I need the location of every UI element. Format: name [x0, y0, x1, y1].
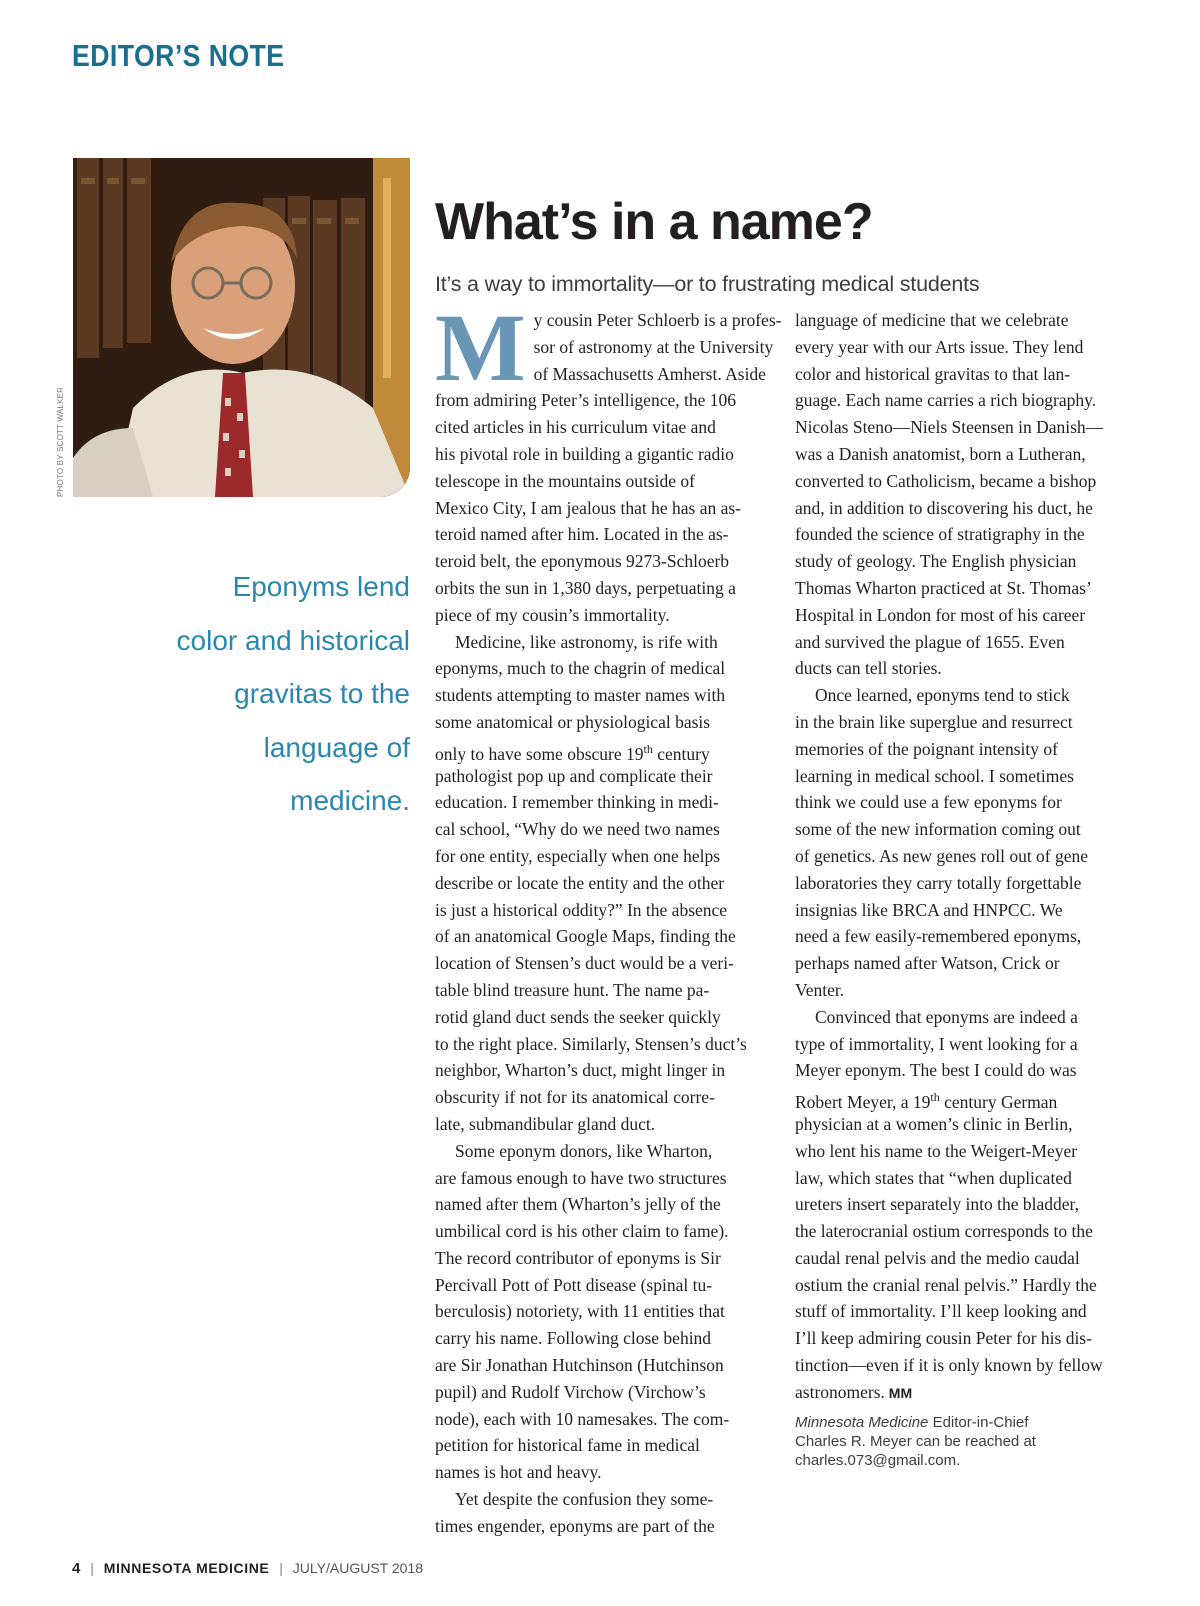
body-text-line: I’ll keep admiring cousin Peter for his dis- — [795, 1328, 1092, 1349]
body-text-line: table blind treasure hunt. The name pa- — [435, 979, 710, 1000]
body-text-line: law, which states that “when duplicated — [795, 1167, 1072, 1188]
author-bio — [795, 1413, 1125, 1470]
body-text-line: his pivotal role in building a gigantic radio — [435, 443, 734, 464]
body-text-line: Percivall Pott of Pott disease (spinal tu- — [435, 1274, 713, 1295]
body-text-line: guage. Each name carries a rich biography. — [795, 390, 1097, 411]
body-column-left — [435, 294, 782, 1540]
body-text-line: is just a historical oddity?” In the absence — [435, 899, 728, 920]
body-text-line: insignias like BRCA and HNPCC. We — [795, 899, 1063, 920]
author-email: charles.073@gmail.com. — [795, 1452, 961, 1469]
body-text-line: times engender, eponyms are part of the — [435, 1515, 715, 1536]
body-text-line: the laterocranial ostium corresponds to the — [795, 1221, 1093, 1242]
body-text-line: of an anatomical Google Maps, finding the — [435, 926, 736, 947]
magazine-name: MINNESOTA MEDICINE — [103, 1560, 270, 1576]
body-text-line: education. I remember thinking in medi- — [435, 792, 719, 813]
photo-credit: PHOTO BY SCOTT WALKER — [56, 386, 65, 497]
body-text-line: telescope in the mountains outside of — [435, 470, 696, 491]
body-text-line: laboratories they carry totally forgettable — [795, 872, 1082, 893]
ordinal-suffix: th — [930, 1090, 940, 1105]
body-text-line: neighbor, Wharton’s duct, might linger in — [435, 1060, 726, 1081]
body-text-line: every year with our Arts issue. They lend — [795, 336, 1084, 357]
body-text-line: ducts can tell stories. — [795, 658, 942, 679]
body-text-line: sor of astronomy at the University — [533, 336, 774, 357]
body-text-line: language of medicine that we celebrate — [795, 310, 1069, 330]
body-text-line: rotid gland duct sends the seeker quickly — [435, 1006, 721, 1027]
author-photo — [73, 158, 410, 497]
pull-quote-line: gravitas to the — [234, 678, 410, 709]
body-text-line: physician at a women’s clinic in Berlin, — [795, 1113, 1073, 1134]
body-text-line: named after them (Wharton’s jelly of the — [435, 1194, 721, 1215]
body-text-line: from admiring Peter’s intelligence, the 106 — [435, 390, 736, 411]
section-label: EDITOR’S NOTE — [72, 38, 285, 73]
body-text-line: obscurity if not for its anatomical corre- — [435, 1087, 715, 1108]
body-text-line: perhaps named after Watson, Crick or — [795, 953, 1060, 974]
body-text-line: of Massachusetts Amherst. Aside — [533, 363, 766, 384]
article-subtitle: It’s a way to immortality—or to frustrating medical students — [435, 272, 980, 296]
body-text-line: are Sir Jonathan Hutchinson (Hutchinson — [435, 1355, 724, 1376]
body-text-line: node), each with 10 namesakes. The com- — [435, 1408, 730, 1429]
body-text-line: The record contributor of eponyms is Sir — [435, 1247, 721, 1268]
body-text-line: and survived the plague of 1655. Even — [795, 631, 1065, 652]
body-text-line: study of geology. The English physician — [795, 551, 1077, 572]
body-lines — [435, 387, 770, 1539]
publication-name: Minnesota Medicine — [795, 1414, 929, 1431]
body-text-line: late, submandibular gland duct. — [435, 1113, 656, 1134]
bio-line — [795, 1413, 1125, 1432]
body-text-line: some of the new information coming out — [795, 819, 1081, 840]
body-text-line: names is hot and heavy. — [435, 1462, 602, 1483]
pull-quote-line: language of — [263, 731, 410, 763]
ordinal-suffix: th — [643, 741, 653, 756]
body-text-line: Robert Meyer, a 19th century German — [795, 1090, 1058, 1112]
body-text-line: berculosis) notoriety, with 11 entities that — [435, 1301, 725, 1322]
body-text-line: think we could use a few eponyms for — [795, 792, 1062, 813]
body-text-line: who lent his name to the Weigert-Meyer — [795, 1140, 1078, 1161]
body-text-line: tinction—even if it is only known by fellow — [795, 1355, 1103, 1376]
body-text-line: location of Stensen’s duct would be a veri- — [435, 953, 734, 974]
body-text-line: teroid belt, the eponymous 9273-Schloerb — [435, 551, 730, 572]
body-text-line: Thomas Wharton practiced at St. Thomas’ — [795, 577, 1092, 598]
body-text-line: caudal renal pelvis and the medio caudal — [795, 1247, 1080, 1268]
body-text-line: are famous enough to have two structures — [435, 1167, 727, 1188]
page-number: 4 — [72, 1560, 81, 1577]
body-column-right — [795, 307, 1140, 1406]
body-text-line: of genetics. As new genes roll out of gene — [795, 845, 1089, 866]
end-mark: MM — [884, 1384, 913, 1401]
body-text-line: Nicolas Steno—Niels Steensen in Danish— — [795, 417, 1104, 438]
footer-separator: | — [279, 1560, 283, 1576]
body-text-line: carry his name. Following close behind — [435, 1328, 712, 1349]
body-text-line: learning in medical school. I sometimes — [795, 765, 1074, 786]
pull-quote — [150, 560, 410, 828]
article-title: What’s in a name? — [435, 193, 873, 251]
body-text-line: pupil) and Rudolf Virchow (Virchow’s — [435, 1381, 706, 1402]
body-text-line: petition for historical fame in medical — [435, 1435, 700, 1456]
footer-separator: | — [90, 1560, 94, 1576]
body-text-line: ureters insert separately into the bladder, — [795, 1194, 1080, 1215]
body-text-line: Meyer eponym. The best I could do was — [795, 1060, 1077, 1081]
body-text-line: cited articles in his curriculum vitae and — [435, 417, 716, 438]
body-text-line: teroid named after him. Located in the as- — [435, 524, 729, 545]
body-text-line: in the brain like superglue and resurrect — [795, 711, 1073, 732]
page-footer — [72, 1560, 423, 1577]
body-text-line: students attempting to master names with — [435, 685, 726, 706]
body-text-line: memories of the poignant intensity of — [795, 738, 1058, 759]
pull-quote-line: medicine. — [290, 785, 410, 816]
body-text-line: piece of my cousin’s immortality. — [435, 604, 670, 625]
body-text-line: stuff of immortality. I’ll keep looking and — [795, 1301, 1087, 1322]
body-text-line: converted to Catholicism, became a bishop — [795, 470, 1097, 491]
body-text-line: Mexico City, I am jealous that he has an as- — [435, 497, 742, 518]
body-text-line: umbilical cord is his other claim to fame). — [435, 1221, 729, 1242]
body-text-line: type of immortality, I went looking for a — [795, 1033, 1078, 1054]
body-text-line: to the right place. Similarly, Stensen’s duct’s — [435, 1033, 747, 1054]
body-text-line: Some eponym donors, like Wharton, — [455, 1140, 713, 1161]
pull-quote-line: Eponyms lend — [232, 571, 410, 602]
body-text-line: eponyms, much to the chagrin of medical — [435, 658, 726, 679]
body-text-line: some anatomical or physiological basis — [435, 711, 711, 732]
body-text-line: pathologist pop up and complicate their — [435, 765, 713, 786]
body-text-line: for one entity, especially when one helps — [435, 845, 721, 866]
bio-line: Charles R. Meyer can be reached at — [795, 1433, 1036, 1450]
body-text-line: and, in addition to discovering his duct, he — [795, 497, 1093, 518]
body-text-line: y cousin Peter Schloerb is a profes- — [533, 310, 782, 330]
body-text-line: Hospital in London for most of his career — [795, 604, 1086, 625]
body-text-line: Once learned, eponyms tend to stick — [815, 685, 1070, 706]
body-text-line: only to have some obscure 19th century — [435, 741, 710, 764]
body-text-line: Yet despite the confusion they some- — [455, 1489, 714, 1510]
body-text-line: founded the science of stratigraphy in the — [795, 524, 1085, 545]
body-text-line: color and historical gravitas to that lan- — [795, 363, 1071, 384]
body-text-line: cal school, “Why do we need two names — [435, 819, 720, 840]
portrait-photo-icon — [73, 158, 410, 497]
body-text-line: was a Danish anatomist, born a Lutheran, — [795, 443, 1086, 464]
issue-date: JULY/AUGUST 2018 — [292, 1560, 423, 1576]
bio-role: Editor-in-Chief — [928, 1414, 1029, 1431]
body-text-line: Convinced that eponyms are indeed a — [815, 1006, 1078, 1027]
body-text-line: need a few easily-remembered eponyms, — [795, 926, 1082, 947]
body-text-line: Venter. — [795, 979, 845, 1000]
body-text-line: orbits the sun in 1,380 days, perpetuating a — [435, 577, 736, 598]
pull-quote-line: color and historical — [176, 624, 410, 656]
body-text-line: ostium the cranial renal pelvis.” Hardly the — [795, 1274, 1097, 1295]
body-lines — [795, 307, 1140, 1406]
body-text-line: describe or locate the entity and the other — [435, 872, 725, 893]
drop-cap: M — [435, 294, 526, 401]
body-text-line: Medicine, like astronomy, is rife with — [455, 631, 718, 652]
body-text-line: astronomers. MM — [795, 1381, 913, 1402]
